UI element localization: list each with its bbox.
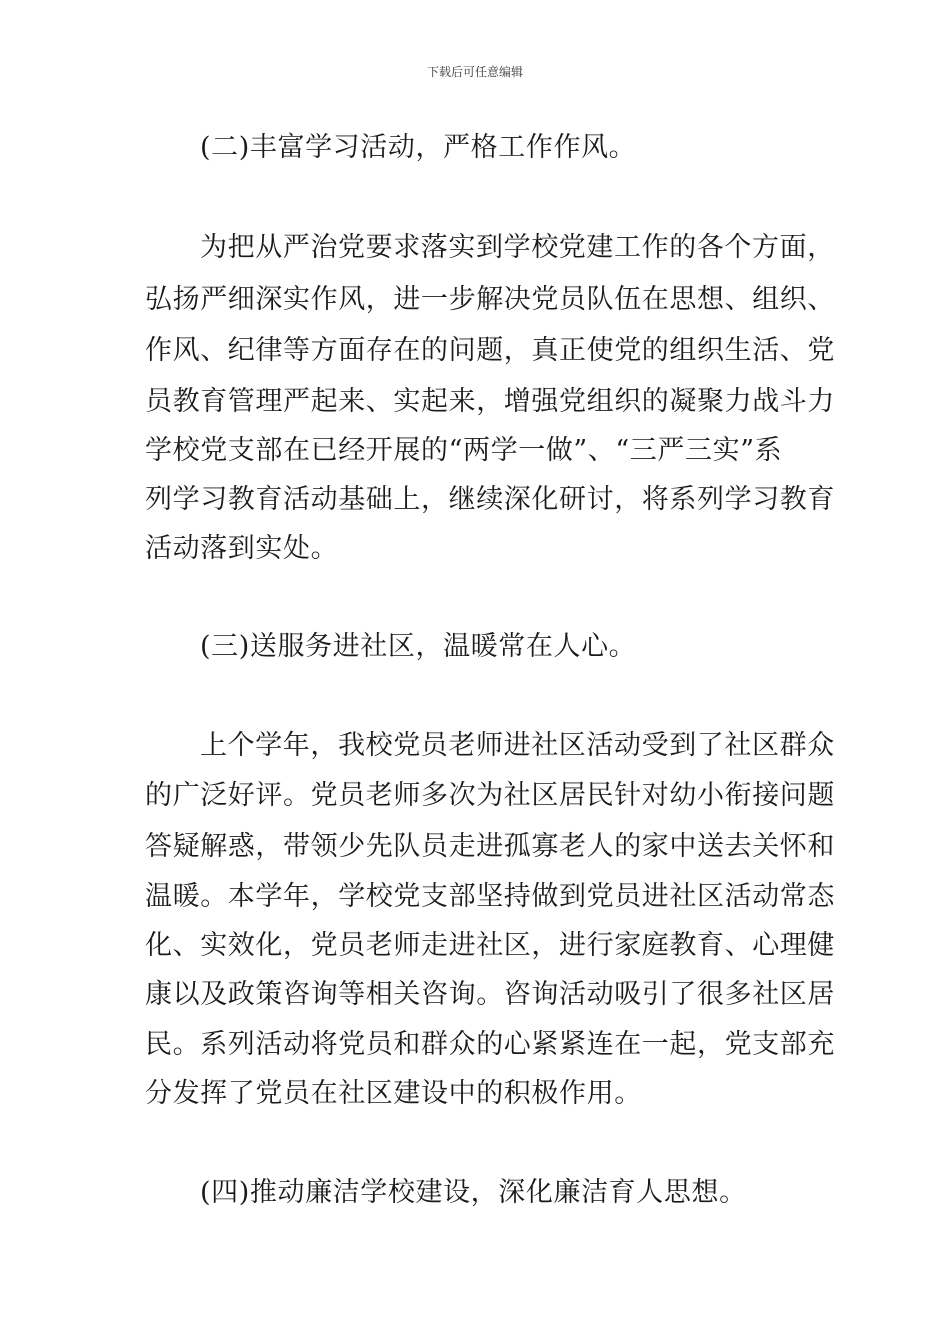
- paragraph-line: 学校党支部在已经开展的“两学一做”、“三严三实”系: [145, 435, 783, 466]
- paragraph-line: 温暖。本学年，学校党支部坚持做到党员进社区活动常态: [145, 881, 835, 912]
- paragraph-line: 的广泛好评。党员老师多次为社区居民针对幼小衔接问题: [145, 780, 835, 811]
- paragraph-line: 作风、纪律等方面存在的问题，真正使党的组织生活、党: [145, 335, 835, 366]
- page-header: 下载后可任意编辑: [426, 65, 523, 79]
- section-heading: (二)丰富学习活动，严格工作作风。: [200, 132, 637, 163]
- paragraph-line: 为把从严治党要求落实到学校党建工作的各个方面，: [200, 232, 835, 263]
- paragraph-line: 康以及政策咨询等相关咨询。咨询活动吸引了很多社区居: [145, 979, 835, 1010]
- section-heading: (四)推动廉洁学校建设，深化廉洁育人思想。: [200, 1177, 747, 1208]
- paragraph-line: 答疑解惑，带领少先队员走进孤寡老人的家中送去关怀和: [145, 831, 835, 862]
- paragraph-line: 分发挥了党员在社区建设中的积极作用。: [145, 1078, 642, 1109]
- paragraph-line: 上个学年，我校党员老师进社区活动受到了社区群众: [200, 730, 835, 761]
- paragraph-line: 列学习教育活动基础上，继续深化研讨，将系列学习教育: [145, 484, 835, 515]
- paragraph-line: 民。系列活动将党员和群众的心紧紧连在一起，党支部充: [145, 1029, 835, 1060]
- paragraph-line: 员教育管理严起来、实起来，增强党组织的凝聚力战斗力: [145, 386, 835, 417]
- paragraph-line: 化、实效化，党员老师走进社区，进行家庭教育、心理健: [145, 930, 835, 961]
- section-heading: (三)送服务进社区，温暖常在人心。: [200, 631, 637, 662]
- paragraph-line: 活动落到实处。: [145, 533, 339, 564]
- paragraph-line: 弘扬严细深实作风，进一步解决党员队伍在思想、组织、: [145, 284, 835, 315]
